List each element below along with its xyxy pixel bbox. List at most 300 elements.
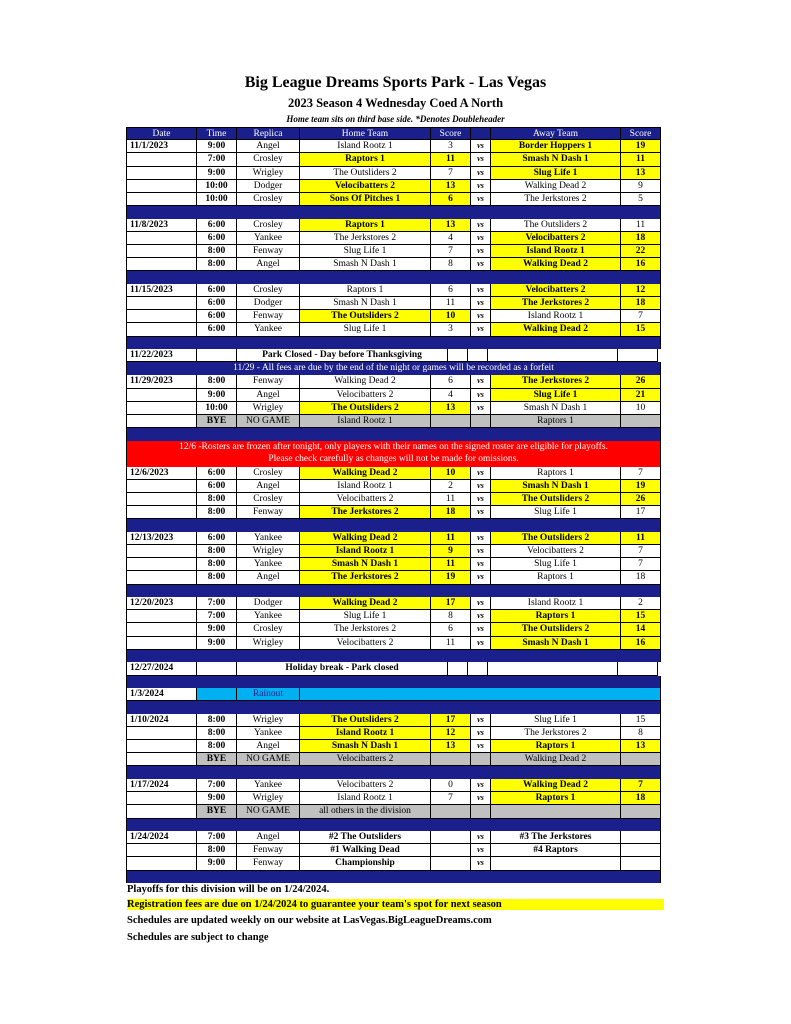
footer-disclaimer: Schedules are subject to change — [127, 932, 269, 943]
section-separator — [126, 585, 661, 598]
bye-row — [126, 805, 661, 818]
away-score: 10 — [621, 402, 661, 415]
row-time: 8:00 — [197, 727, 237, 740]
away-score: 11 — [621, 153, 661, 166]
home-score: 18 — [431, 506, 471, 519]
section-separator — [126, 206, 661, 219]
row-replica: Angel — [237, 480, 300, 493]
section-separator — [126, 519, 661, 532]
playoff-row — [126, 831, 661, 844]
away-score: 8 — [621, 727, 661, 740]
away-score: 19 — [621, 480, 661, 493]
row-date — [126, 180, 197, 193]
home-score: 17 — [431, 714, 471, 727]
vs-label: vs — [471, 831, 491, 844]
game-row — [126, 389, 661, 402]
game-row — [126, 310, 661, 323]
row-replica: Angel — [237, 389, 300, 402]
closure-row — [126, 349, 661, 362]
header-home-team: Home Team — [300, 127, 431, 140]
game-row — [126, 180, 661, 193]
away-team: Velocibatters 2 — [491, 232, 621, 245]
home-score — [431, 857, 471, 870]
row-replica: Fenway — [237, 310, 300, 323]
away-team: Walking Dead 2 — [491, 323, 621, 336]
row-replica: Wrigley — [237, 167, 300, 180]
home-team: Island Rootz 1 — [300, 480, 431, 493]
home-team: Velocibatters 2 — [300, 389, 431, 402]
game-row — [126, 140, 661, 153]
vs-label: vs — [471, 506, 491, 519]
row-time: BYE — [197, 805, 237, 818]
row-time: 6:00 — [197, 284, 237, 297]
away-score: 26 — [621, 375, 661, 388]
game-row — [126, 792, 661, 805]
row-time-empty — [197, 662, 237, 675]
home-team: Smash N Dash 1 — [300, 297, 431, 310]
home-score: 7 — [431, 792, 471, 805]
away-team: The Jerkstores 2 — [491, 297, 621, 310]
away-team: #4 Raptors — [491, 844, 621, 857]
section-separator — [126, 819, 661, 832]
home-score: 11 — [431, 637, 471, 650]
row-note: Rainout — [237, 688, 300, 701]
row-time: 7:00 — [197, 153, 237, 166]
away-score: 17 — [621, 506, 661, 519]
row-time: 6:00 — [197, 323, 237, 336]
game-row — [126, 597, 661, 610]
row-date: 11/22/2023 — [126, 349, 197, 362]
roster-freeze-line: Please check carefully as changes will not be made for omissions. — [268, 454, 519, 465]
away-score: 7 — [621, 310, 661, 323]
vs-label: vs — [471, 637, 491, 650]
home-team: Velocibatters 2 — [300, 753, 431, 766]
away-team: Walking Dead 2 — [491, 753, 621, 766]
row-date — [126, 167, 197, 180]
row-date — [126, 297, 197, 310]
row-replica: Crosley — [237, 153, 300, 166]
vs-label: vs — [471, 153, 491, 166]
home-score: 13 — [431, 180, 471, 193]
row-time: 9:00 — [197, 857, 237, 870]
row-date — [126, 323, 197, 336]
row-time: 10:00 — [197, 193, 237, 206]
home-score — [431, 753, 471, 766]
header-home-score: Score — [431, 127, 471, 140]
row-date — [126, 310, 197, 323]
row-time: 8:00 — [197, 375, 237, 388]
home-score: 4 — [431, 232, 471, 245]
home-score — [431, 415, 471, 428]
home-score: 2 — [431, 480, 471, 493]
home-team: Velocibatters 2 — [300, 493, 431, 506]
row-cell-empty — [468, 349, 488, 362]
away-score: 5 — [621, 193, 661, 206]
home-score: 11 — [431, 297, 471, 310]
home-team: Walking Dead 2 — [300, 597, 431, 610]
away-score: 16 — [621, 637, 661, 650]
row-replica: Angel — [237, 140, 300, 153]
vs-label: vs — [471, 258, 491, 271]
home-team: Walking Dead 2 — [300, 375, 431, 388]
row-date: 12/20/2023 — [126, 597, 197, 610]
away-team: Velocibatters 2 — [491, 545, 621, 558]
home-team: Slug Life 1 — [300, 610, 431, 623]
page-subtitle: 2023 Season 4 Wednesday Coed A North — [287, 96, 504, 110]
home-team: The Outsliders 2 — [300, 167, 431, 180]
away-team: Island Rootz 1 — [491, 310, 621, 323]
row-replica: Crosley — [237, 493, 300, 506]
header-away-score: Score — [621, 127, 661, 140]
vs-label: vs — [471, 597, 491, 610]
vs-label: vs — [471, 375, 491, 388]
home-score: 7 — [431, 167, 471, 180]
vs-label: vs — [471, 792, 491, 805]
row-replica: Yankee — [237, 323, 300, 336]
row-time: 8:00 — [197, 571, 237, 584]
row-time: 6:00 — [197, 310, 237, 323]
home-score — [431, 805, 471, 818]
row-date — [126, 506, 197, 519]
away-team: Slug Life 1 — [491, 714, 621, 727]
game-row — [126, 532, 661, 545]
away-team: The Jerkstores 2 — [491, 375, 621, 388]
home-score: 6 — [431, 284, 471, 297]
away-score: 16 — [621, 258, 661, 271]
game-row — [126, 258, 661, 271]
row-replica: Wrigley — [237, 637, 300, 650]
row-time: BYE — [197, 753, 237, 766]
row-time: 6:00 — [197, 297, 237, 310]
away-score: 18 — [621, 232, 661, 245]
home-team: #1 Walking Dead — [300, 844, 431, 857]
row-replica: Dodger — [237, 180, 300, 193]
rainout-row — [126, 688, 661, 701]
away-score: 7 — [621, 779, 661, 792]
section-separator — [126, 337, 661, 350]
vs-label: vs — [471, 467, 491, 480]
away-score — [621, 805, 661, 818]
vs-label: vs — [471, 219, 491, 232]
away-team: Border Hoppers 1 — [491, 140, 621, 153]
row-date — [126, 727, 197, 740]
row-time: 7:00 — [197, 779, 237, 792]
away-score: 21 — [621, 389, 661, 402]
away-score: 2 — [621, 597, 661, 610]
away-team: The Jerkstores 2 — [491, 193, 621, 206]
home-team: The Jerkstores 2 — [300, 623, 431, 636]
game-row — [126, 637, 661, 650]
game-row — [126, 779, 661, 792]
away-score — [621, 831, 661, 844]
vs-label: vs — [471, 779, 491, 792]
home-team: Velocibatters 2 — [300, 779, 431, 792]
away-score: 26 — [621, 493, 661, 506]
row-cell-empty — [448, 662, 468, 675]
home-team: Walking Dead 2 — [300, 532, 431, 545]
row-cell-empty — [488, 662, 618, 675]
section-separator — [126, 676, 661, 689]
away-score: 12 — [621, 284, 661, 297]
row-time: 10:00 — [197, 402, 237, 415]
home-score: 11 — [431, 558, 471, 571]
away-team: Slug Life 1 — [491, 389, 621, 402]
fees-notice-banner: 11/29 - All fees are due by the end of the night or games will be recorded as a forfeit — [126, 362, 661, 375]
row-date: 12/27/2024 — [126, 662, 197, 675]
row-date: 1/17/2024 — [126, 779, 197, 792]
row-time: 8:00 — [197, 493, 237, 506]
section-separator — [126, 871, 661, 884]
section-separator — [126, 701, 661, 714]
row-cell-empty — [448, 349, 468, 362]
game-row — [126, 727, 661, 740]
row-date: 11/1/2023 — [126, 140, 197, 153]
home-score: 6 — [431, 623, 471, 636]
closure-row — [126, 662, 661, 675]
vs-label: vs — [471, 532, 491, 545]
row-replica: Yankee — [237, 610, 300, 623]
row-date — [126, 637, 197, 650]
home-team: The Jerkstores 2 — [300, 506, 431, 519]
row-replica: Fenway — [237, 506, 300, 519]
row-replica: Yankee — [237, 232, 300, 245]
row-replica: Angel — [237, 258, 300, 271]
away-score: 7 — [621, 467, 661, 480]
away-team: The Outsliders 2 — [491, 532, 621, 545]
away-score: 18 — [621, 571, 661, 584]
row-replica: Wrigley — [237, 792, 300, 805]
away-team: Smash N Dash 1 — [491, 637, 621, 650]
away-team: #3 The Jerkstores — [491, 831, 621, 844]
home-score: 13 — [431, 740, 471, 753]
row-time: 7:00 — [197, 610, 237, 623]
home-team: Sons Of Pitches 1 — [300, 193, 431, 206]
header-time: Time — [197, 127, 237, 140]
away-score: 15 — [621, 610, 661, 623]
row-replica: Fenway — [237, 245, 300, 258]
away-team — [491, 857, 621, 870]
home-team: Island Rootz 1 — [300, 545, 431, 558]
row-note: Holiday break - Park closed — [237, 662, 448, 675]
home-score: 10 — [431, 310, 471, 323]
home-score: 7 — [431, 245, 471, 258]
game-row — [126, 467, 661, 480]
row-replica: Yankee — [237, 779, 300, 792]
game-row — [126, 545, 661, 558]
row-date — [126, 844, 197, 857]
home-team: The Outsliders 2 — [300, 310, 431, 323]
home-score: 9 — [431, 545, 471, 558]
home-score: 19 — [431, 571, 471, 584]
vs-label: vs — [471, 284, 491, 297]
home-team: #2 The Outsliders — [300, 831, 431, 844]
bye-row — [126, 415, 661, 428]
row-replica: Crosley — [237, 467, 300, 480]
page-title: Big League Dreams Sports Park - Las Vegas — [244, 74, 547, 91]
away-score: 13 — [621, 740, 661, 753]
row-time: 8:00 — [197, 545, 237, 558]
row-time: 8:00 — [197, 506, 237, 519]
section-separator — [126, 650, 661, 663]
home-team: Raptors 1 — [300, 153, 431, 166]
home-score: 13 — [431, 402, 471, 415]
home-score: 3 — [431, 140, 471, 153]
row-time: 10:00 — [197, 180, 237, 193]
home-score: 6 — [431, 193, 471, 206]
away-team: The Outsliders 2 — [491, 493, 621, 506]
home-score: 11 — [431, 153, 471, 166]
away-score: 18 — [621, 297, 661, 310]
away-team — [491, 805, 621, 818]
row-note: Park Closed - Day before Thanksgiving — [237, 349, 448, 362]
vs-label: vs — [471, 857, 491, 870]
bye-row — [126, 753, 661, 766]
row-date — [126, 610, 197, 623]
row-time: 9:00 — [197, 637, 237, 650]
vs-label: vs — [471, 310, 491, 323]
row-date: 12/6/2023 — [126, 467, 197, 480]
home-score — [431, 844, 471, 857]
away-team: Island Rootz 1 — [491, 245, 621, 258]
vs-label: vs — [471, 714, 491, 727]
vs-label: vs — [471, 140, 491, 153]
row-date — [126, 402, 197, 415]
away-team: Raptors 1 — [491, 610, 621, 623]
game-row — [126, 153, 661, 166]
playoff-row — [126, 844, 661, 857]
home-score: 3 — [431, 323, 471, 336]
row-date — [126, 153, 197, 166]
header-vs — [471, 127, 491, 140]
home-score: 12 — [431, 727, 471, 740]
game-row — [126, 323, 661, 336]
row-time: 6:00 — [197, 219, 237, 232]
home-team: Island Rootz 1 — [300, 140, 431, 153]
game-row — [126, 623, 661, 636]
home-team: Slug Life 1 — [300, 323, 431, 336]
away-score: 14 — [621, 623, 661, 636]
home-score: 17 — [431, 597, 471, 610]
game-row — [126, 571, 661, 584]
row-time: 8:00 — [197, 245, 237, 258]
home-team: Smash N Dash 1 — [300, 740, 431, 753]
game-row — [126, 245, 661, 258]
row-replica: Angel — [237, 571, 300, 584]
vs-label: vs — [471, 740, 491, 753]
home-score: 4 — [431, 389, 471, 402]
vs-label: vs — [471, 180, 491, 193]
row-date — [126, 571, 197, 584]
row-time: 6:00 — [197, 232, 237, 245]
away-team: Raptors 1 — [491, 740, 621, 753]
table-header — [126, 127, 661, 140]
row-time-empty — [197, 349, 237, 362]
vs-label: vs — [471, 402, 491, 415]
vs-label: vs — [471, 480, 491, 493]
home-team: The Jerkstores 2 — [300, 232, 431, 245]
row-time: 9:00 — [197, 792, 237, 805]
row-time: 7:00 — [197, 597, 237, 610]
vs-label: vs — [471, 545, 491, 558]
game-row — [126, 284, 661, 297]
vs-label: vs — [471, 610, 491, 623]
row-cell-empty — [618, 662, 658, 675]
game-row — [126, 506, 661, 519]
row-replica: NO GAME — [237, 805, 300, 818]
row-cell-empty — [618, 349, 658, 362]
row-date — [126, 480, 197, 493]
row-date — [126, 740, 197, 753]
home-team: Smash N Dash 1 — [300, 558, 431, 571]
row-replica: NO GAME — [237, 753, 300, 766]
vs-label: vs — [471, 193, 491, 206]
row-date — [126, 545, 197, 558]
away-score — [621, 844, 661, 857]
away-score: 11 — [621, 219, 661, 232]
game-row — [126, 610, 661, 623]
away-team: Raptors 1 — [491, 571, 621, 584]
vs-label — [471, 753, 491, 766]
game-row — [126, 402, 661, 415]
row-date — [126, 623, 197, 636]
row-date: 12/13/2023 — [126, 532, 197, 545]
section-separator — [126, 271, 661, 284]
row-date — [126, 493, 197, 506]
away-team: Raptors 1 — [491, 467, 621, 480]
away-score: 13 — [621, 167, 661, 180]
away-score — [621, 415, 661, 428]
away-score — [621, 857, 661, 870]
home-team: Velocibatters 2 — [300, 180, 431, 193]
row-replica: Dodger — [237, 597, 300, 610]
row-replica: Fenway — [237, 375, 300, 388]
home-score: 11 — [431, 532, 471, 545]
away-score — [621, 753, 661, 766]
away-team: The Outsliders 2 — [491, 623, 621, 636]
row-time: 9:00 — [197, 389, 237, 402]
away-score: 18 — [621, 792, 661, 805]
row-time: 7:00 — [197, 831, 237, 844]
row-date — [126, 857, 197, 870]
row-replica: Fenway — [237, 857, 300, 870]
game-row — [126, 558, 661, 571]
home-team: Walking Dead 2 — [300, 467, 431, 480]
row-replica: Crosley — [237, 623, 300, 636]
row-date — [126, 232, 197, 245]
vs-label: vs — [471, 297, 491, 310]
game-row — [126, 297, 661, 310]
home-team: The Outsliders 2 — [300, 402, 431, 415]
row-time: BYE — [197, 415, 237, 428]
row-time: 8:00 — [197, 558, 237, 571]
row-date — [126, 415, 197, 428]
vs-label: vs — [471, 232, 491, 245]
away-team: Raptors 1 — [491, 415, 621, 428]
home-score: 6 — [431, 375, 471, 388]
away-score: 15 — [621, 714, 661, 727]
schedule-note: Home team sits on third base side. *Denotes Doubleheader — [286, 114, 505, 124]
row-date — [126, 792, 197, 805]
home-score: 0 — [431, 779, 471, 792]
home-team: Championship — [300, 857, 431, 870]
home-score — [431, 831, 471, 844]
vs-label — [471, 805, 491, 818]
away-score: 19 — [621, 140, 661, 153]
home-team: Velocibatters 2 — [300, 637, 431, 650]
row-date — [126, 258, 197, 271]
header-away-team: Away Team — [491, 127, 621, 140]
section-separator — [126, 766, 661, 779]
